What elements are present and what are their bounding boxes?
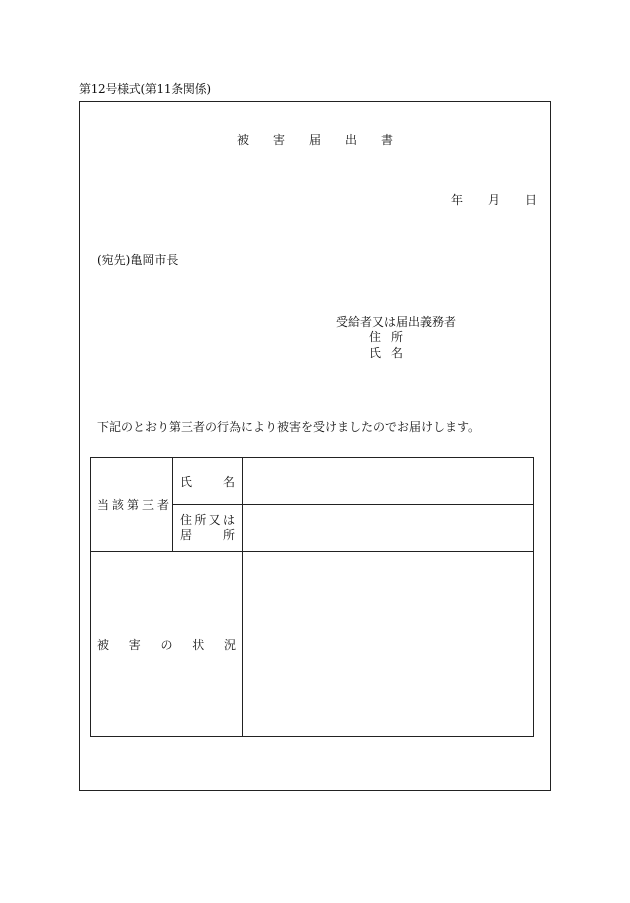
address-label-char: 又 [208,513,221,527]
damage-label [91,636,242,653]
address-label-char: 所 [194,513,207,527]
date-line [451,191,537,208]
address-label-char: 居 [180,528,193,542]
details-table [90,457,534,737]
applicant-name-char: 名 [391,346,404,360]
name-label-cell [173,458,243,505]
title-char: 届 [308,133,321,147]
address-label-line1 [173,513,242,528]
damage-label-char: 況 [223,637,236,652]
title-char: 書 [381,133,394,147]
applicant-address-label [369,328,403,345]
name-label-char: 名 [222,474,235,489]
date-month-label: 月 [488,193,501,207]
applicant-title: 受給者又は届出義務者 [336,315,457,329]
damage-label-char: 被 [97,637,110,652]
document-title [0,131,630,148]
title-char: 出 [345,133,358,147]
third-party-label: 当該第三者 [97,498,173,512]
applicant-name-label [369,344,403,361]
damage-label-char: 害 [128,637,141,652]
form-number: 第12号様式(第11条関係) [79,82,211,96]
third-party-label-cell [91,458,173,552]
date-day-label: 日 [525,193,538,207]
applicant-address-char: 住 [369,330,382,344]
date-year-label: 年 [451,193,464,207]
name-label-char: 氏 [180,474,193,489]
damage-situation-field[interactable] [243,552,534,737]
third-party-address-field[interactable] [243,505,534,552]
name-label [173,473,242,490]
applicant-name-char: 氏 [369,346,382,360]
address-label-cell [173,505,243,552]
address-label-char: 住 [180,513,193,527]
title-char: 被 [236,133,249,147]
address-label-char: 所 [222,528,235,542]
title-char: 害 [272,133,285,147]
address-label-line2 [173,528,242,543]
addressee: (宛先)亀岡市長 [97,253,179,267]
address-label-char: は [222,513,235,527]
address-label [173,513,242,543]
statement-text: 下記のとおり第三者の行為により被害を受けましたのでお届けします。 [97,420,481,434]
damage-label-cell [91,552,243,737]
damage-label-char: の [160,637,173,652]
damage-label-char: 状 [192,637,205,652]
third-party-name-field[interactable] [243,458,534,505]
applicant-address-char: 所 [391,330,404,344]
